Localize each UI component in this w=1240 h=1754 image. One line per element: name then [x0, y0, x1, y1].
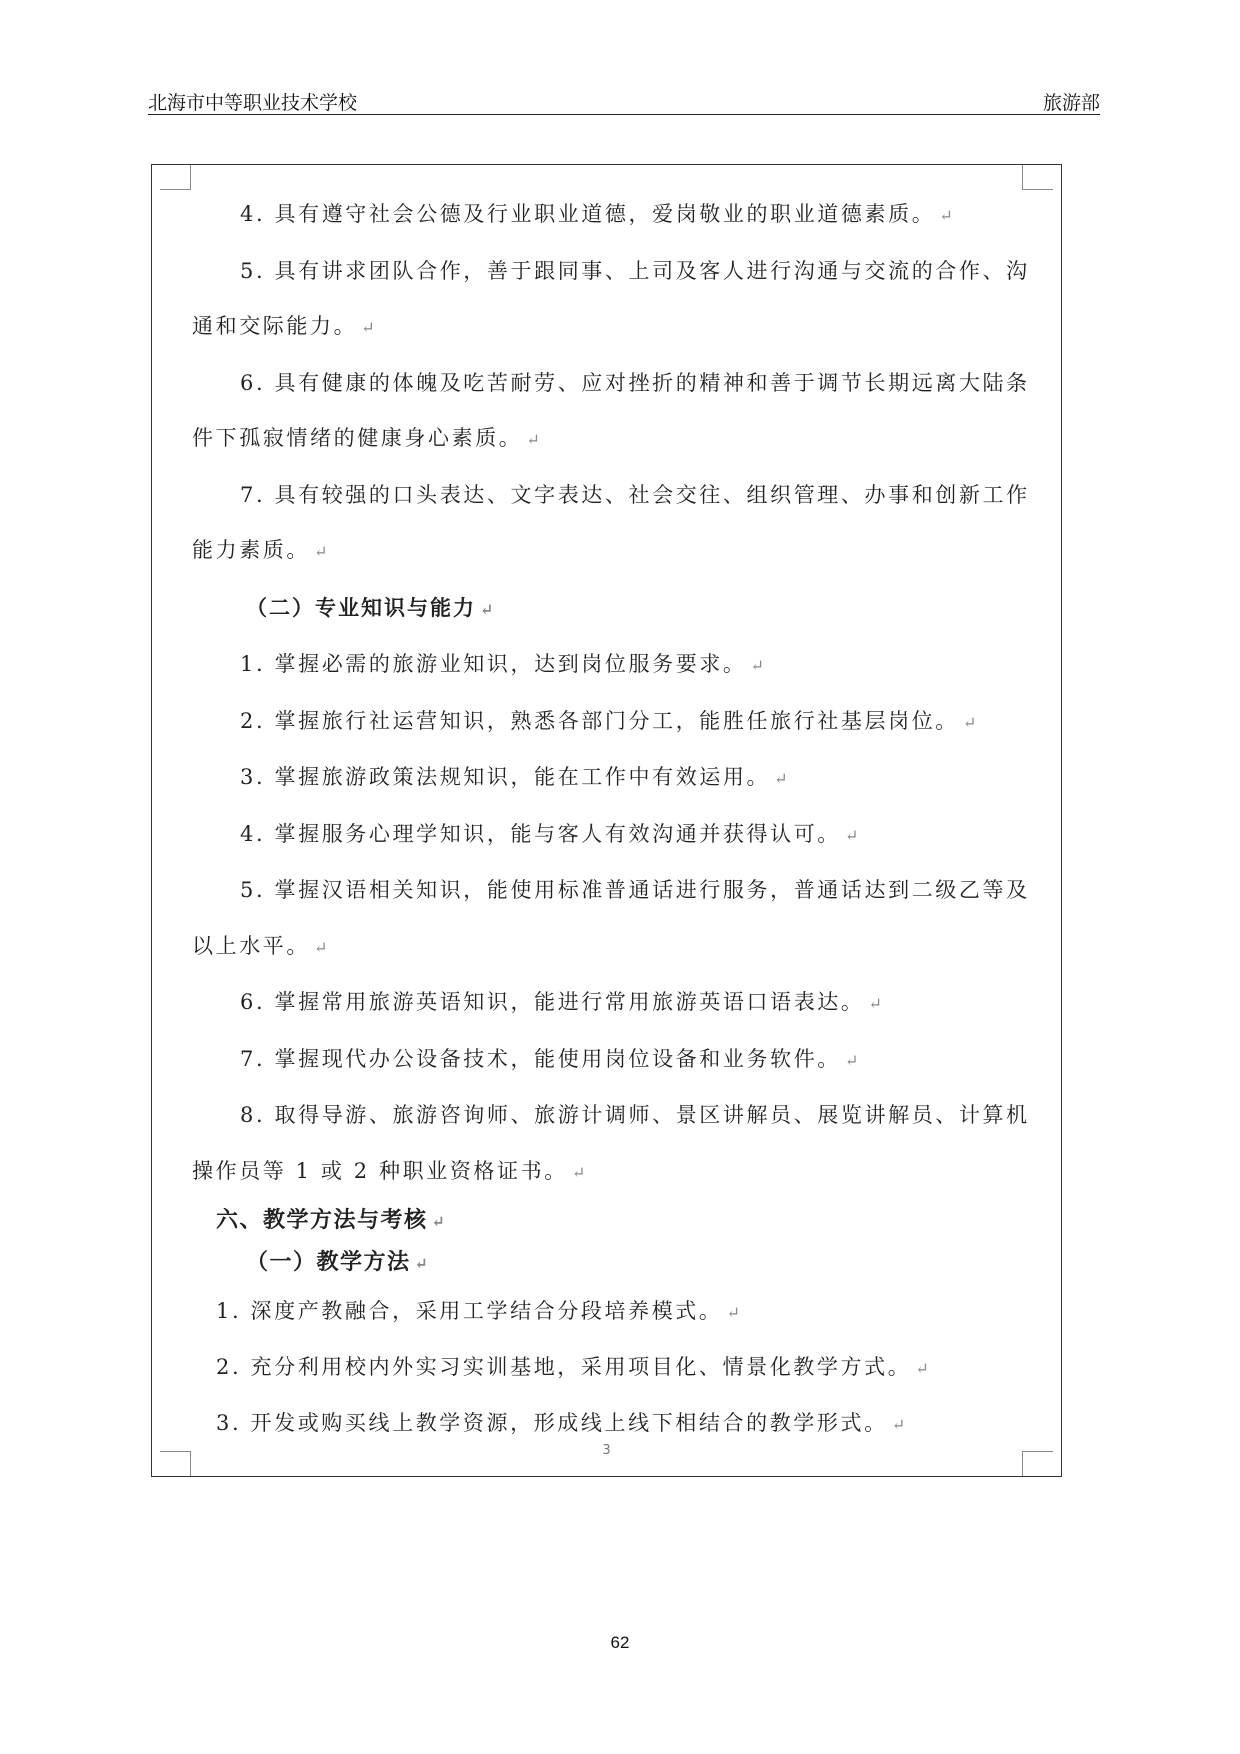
page-number: 62 [610, 1633, 630, 1652]
header-department: 旅游部 [1042, 92, 1100, 114]
crop-mark-top-left [160, 165, 191, 190]
inner-page-number: 3 [602, 1443, 611, 1458]
section-heading-teaching-methods: 六、教学方法与考核 ↵ [216, 1207, 445, 1233]
paragraph: 2. 充分利用校内外实习实训基地，采用项目化、情景化教学方式。 ↵ [216, 1355, 929, 1379]
paragraph: 6. 具有健康的体魄及吃苦耐劳、应对挫折的精神和善于调节长期远离大陆条件下孤寂情绪的健康身心素质。 ↵ [192, 370, 1030, 450]
embedded-page-frame [151, 164, 1062, 1477]
paragraph: 2. 掌握旅行社运营知识，熟悉各部门分工，能胜任旅行社基层岗位。 ↵ [240, 708, 977, 733]
paragraph: 5. 具有讲求团队合作，善于跟同事、上司及客人进行沟通与交流的合作、沟通和交际能力。 ↵ [192, 258, 1030, 338]
paragraph: 1. 掌握必需的旅游业知识，达到岗位服务要求。 ↵ [240, 652, 764, 676]
body-text [192, 187, 1031, 1452]
paragraph: 7. 具有较强的口头表达、文字表达、社会交往、组织管理、办事和创新工作能力素质。 ↵ [192, 482, 1030, 562]
paragraph: 1. 深度产教融合，采用工学结合分段培养模式。 ↵ [216, 1299, 740, 1323]
header-school: 北海市中等职业技术学校 [148, 92, 358, 114]
paragraph: 7. 掌握现代办公设备技术，能使用岗位设备和业务软件。 ↵ [240, 1046, 859, 1071]
subheading-professional-knowledge: （二）专业知识与能力 ↵ [246, 594, 494, 620]
paragraph: 4. 掌握服务心理学知识，能与客人有效沟通并获得认可。 ↵ [240, 821, 859, 846]
paragraph: 3. 开发或购买线上教学资源，形成线上线下相结合的教学形式。 ↵ [216, 1411, 906, 1435]
header-rule [148, 114, 1100, 115]
paragraph: 4. 具有遵守社会公德及行业职业道德，爱岗敬业的职业道德素质。 ↵ [240, 202, 953, 226]
paragraph: 6. 掌握常用旅游英语知识，能进行常用旅游英语口语表达。 ↵ [240, 990, 882, 1014]
subheading-teaching-methods: （一）教学方法 ↵ [246, 1249, 428, 1275]
paragraph: 3. 掌握旅游政策法规知识，能在工作中有效运用。 ↵ [240, 765, 788, 789]
paragraph: 5. 掌握汉语相关知识，能使用标准普通话进行服务，普通话达到二级乙等及以上水平。 ↵ [192, 878, 1030, 958]
paragraph: 8. 取得导游、旅游咨询师、旅游计调师、景区讲解员、展览讲解员、计算机操作员等 1 或 2 种职业资格证书。 ↵ [192, 1103, 1030, 1183]
